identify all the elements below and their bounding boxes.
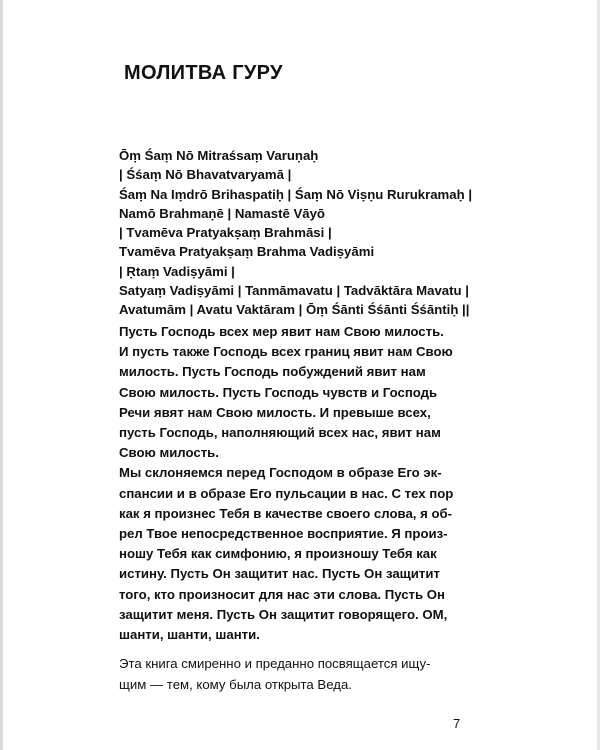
translation-line: Свою милость. Пусть Господь чувств и Господь [119, 384, 438, 400]
mantra-line: Namō Brahmaṇē | Namastē Vāyō [119, 205, 325, 221]
translation-line: Пусть Господь всех мер явит нам Свою милость. [119, 324, 444, 339]
mantra-line: Ōṃ Śaṃ Nō Mitraśsaṃ Varuṇaḥ [119, 148, 319, 163]
translation-line: милость. Пусть Господь побуждений явит нам [119, 364, 426, 380]
mantra-line: | Tvamēva Pratyakṣaṃ Brahmāsi | [119, 225, 332, 241]
mantra-line: | Ṛtaṃ Vadiṣyāmi | [119, 263, 235, 279]
page-edge-left [0, 0, 3, 750]
mantra-line: Tvamēva Pratyakṣaṃ Brahma Vadiṣyāmi [119, 244, 375, 260]
translation-line: рел Твое непосредственное восприятие. Я произ- [119, 526, 448, 542]
translation-line: спансии и в образе Его пульсации в нас. С тех пор [119, 485, 454, 501]
russian-translation [119, 322, 453, 645]
mantra-line: Śaṃ Na Iṃdrō Brihaspatiḥ | Śaṃ Nō Viṣṇu Rurukramaḥ | [119, 186, 473, 202]
translation-line: шанти, шанти, шанти. [119, 627, 260, 643]
translation-line: Мы склоняемся перед Господом в образе Его эк- [119, 465, 442, 481]
dedication [119, 654, 431, 695]
dedication-line: Эта книга смиренно и преданно посвящается ищу- [119, 656, 431, 671]
page-title: МОЛИТВА ГУРУ [124, 62, 283, 84]
mantra-line: Avatumām | Avatu Vaktāram | Ōṃ Śānti Śśānti Śśāntiḥ || [119, 302, 470, 318]
translation-line: Свою милость. [119, 445, 219, 461]
mantra-line: | Śśaṃ Nō Bhavatvaryamā | [119, 167, 292, 183]
page-number: 7 [453, 716, 461, 731]
mantra-line: Satyaṃ Vadiṣyāmi | Tanmāmavatu | Tadvāktāra Mavatu | [119, 283, 469, 299]
translation-line: того, кто произносит для нас эти слова. Пусть Он [119, 586, 445, 602]
dedication-line: щим — тем, кому была открыта Веда. [119, 676, 352, 692]
translation-line: пусть Господь, наполняющий всех нас, явит нам [119, 425, 441, 441]
translation-line: И пусть также Господь всех границ явит нам Свою [119, 344, 453, 360]
translation-line: защитит меня. Пусть Он защитит говорящего. ОМ, [119, 606, 448, 622]
translation-line: как я произнес Тебя в качестве своего слова, я об- [119, 505, 453, 521]
translation-line: истину. Пусть Он защитит нас. Пусть Он защитит [119, 566, 440, 582]
translation-line: Речи явят нам Свою милость. И превыше всех, [119, 404, 431, 420]
translation-line: ношу Тебя как симфонию, я произношу Тебя как [119, 546, 437, 562]
sanskrit-mantra [119, 146, 472, 320]
